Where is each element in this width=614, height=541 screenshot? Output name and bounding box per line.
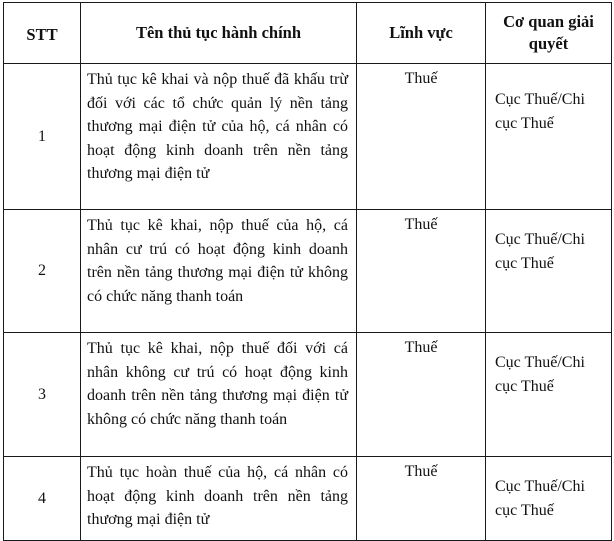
- row-field: Thuế: [357, 210, 486, 333]
- header-procedure-name: Tên thủ tục hành chính: [81, 3, 357, 64]
- row-stt: 1: [4, 64, 81, 210]
- header-field: Lĩnh vực: [357, 3, 486, 64]
- row-field: Thuế: [357, 333, 486, 457]
- row-agency: Cục Thuế/Chi cục Thuế: [486, 210, 612, 333]
- row-stt: 2: [4, 210, 81, 333]
- table-row: [4, 210, 612, 333]
- row-agency: Cục Thuế/Chi cục Thuế: [486, 457, 612, 541]
- row-procedure-name: Thủ tục hoàn thuế của hộ, cá nhân có hoạt động kinh doanh trên nền tảng thương mại điện tử: [81, 457, 357, 541]
- table-row: [4, 64, 612, 210]
- header-row: [4, 3, 612, 64]
- row-procedure-name: Thủ tục kê khai và nộp thuế đã khấu trừ đối với các tổ chức quản lý nền tảng thương mại điện tử của hộ, cá nhân có hoạt động kinh doanh trên nền tảng thương mại điện tử: [81, 64, 357, 210]
- row-field: Thuế: [357, 64, 486, 210]
- table-row: [4, 333, 612, 457]
- row-procedure-name: Thủ tục kê khai, nộp thuế của hộ, cá nhân cư trú có hoạt động kinh doanh trên nền tảng thương mại điện tử không có chức năng thanh toán: [81, 210, 357, 333]
- header-agency: Cơ quan giải quyết: [486, 3, 612, 64]
- row-stt: 3: [4, 333, 81, 457]
- row-field: Thuế: [357, 457, 486, 541]
- row-procedure-name: Thủ tục kê khai, nộp thuế đối với cá nhân không cư trú có hoạt động kinh doanh trên nền tảng thương mại điện tử không có chức năng thanh toán: [81, 333, 357, 457]
- table-body: [4, 64, 612, 541]
- table-header: [4, 3, 612, 64]
- row-stt: 4: [4, 457, 81, 541]
- row-agency: Cục Thuế/Chi cục Thuế: [486, 64, 612, 210]
- procedures-table: [3, 2, 612, 541]
- row-agency: Cục Thuế/Chi cục Thuế: [486, 333, 612, 457]
- table-row: [4, 457, 612, 541]
- header-stt: STT: [4, 3, 81, 64]
